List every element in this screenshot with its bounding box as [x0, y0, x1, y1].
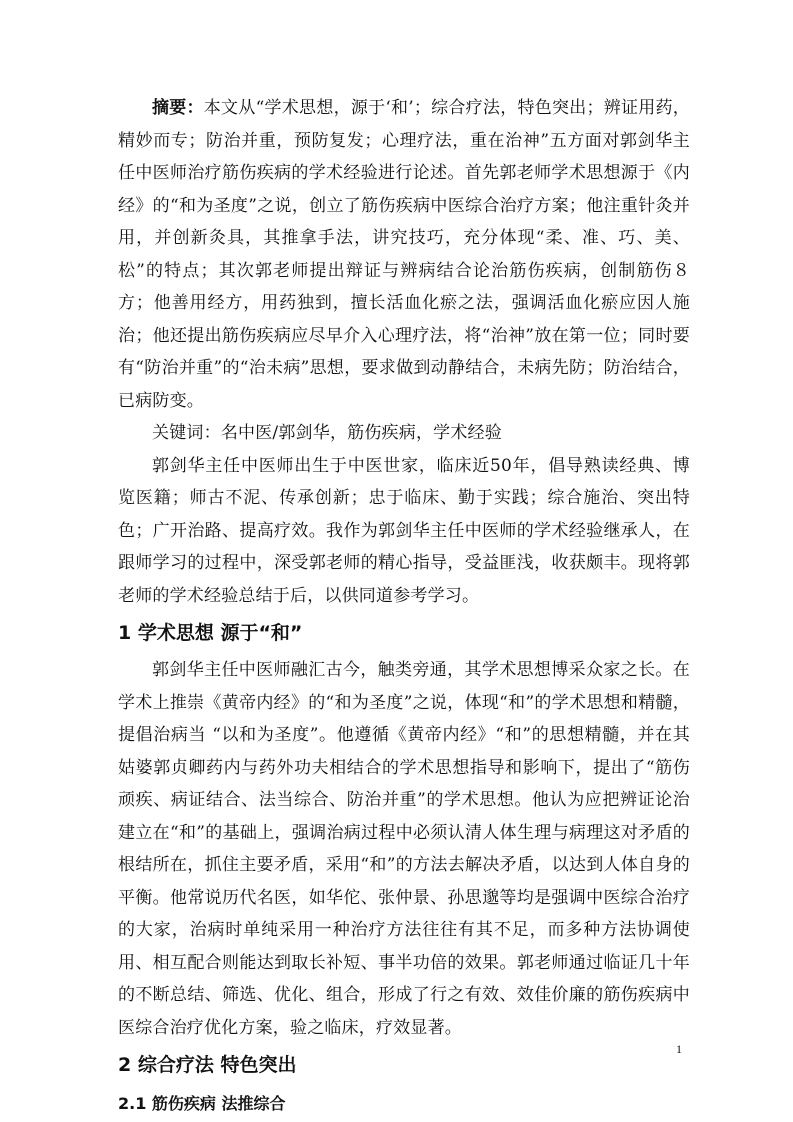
section-1-heading: 1 学术思想 源于“和”	[118, 622, 303, 644]
abstract-text: 本文从“学术思想，源于‘和’；综合疗法，特色突出；辨证用药，精妙而专；防治并重，预防复发；心理疗法，重在治神”五方面对郭剑华主任中医师治疗筋伤疾病的学术经验进行论述。首先郭老师学术思想源于《内经》的“和为圣度”之说，创立了筋伤疾病中医综合治疗方案；他注重针灸并用，并创新灸具，其推拿手法，讲究技巧，充分体现“柔、准、巧、美、松”的特点；其次郭老师提出辩证与辨病结合论治筋伤疾病，创制筋伤８方；他善用经方，用药独到，擅长活血化瘀之法，强调活血化瘀应因人施治；他还提出筋伤疾病应尽早介入心理疗法，将“治神”放在第一位；同时要有“防治并重”的“治未病”思想，要求做到动静结合，未病先防；防治结合，已病防变。	[118, 98, 691, 411]
intro-paragraph: 郭剑华主任中医师出生于中医世家，临床近50年，倡导熟读经典、博览医籍；师古不泥、传承创新；忠于临床、勤于实践；综合施治、突出特色；广开治路、提高疗效。我作为郭剑华主任中医师的学术经验继承人，在跟师学习的过程中，深受郭老师的精心指导，受益匪浅，收获颇丰。现将郭老师的学术经验总结于后，以供同道参考学习。	[118, 455, 690, 606]
keywords-paragraph	[118, 417, 690, 450]
keywords-label: 关键词：	[152, 423, 221, 443]
section-2-1-heading: 2.1 筋伤疾病 法推综合	[118, 1094, 286, 1113]
abstract-label: 摘要：	[152, 98, 204, 118]
section-2-heading: 2 综合疗法 特色突出	[118, 1054, 297, 1076]
keywords-text: 名中医/郭剑华，筋伤疾病，学术经验	[220, 423, 502, 443]
abstract-paragraph	[118, 92, 690, 417]
section-1-body: 郭剑华主任中医师融汇古今，触类旁通，其学术思想博采众家之长。在学术上推崇《黄帝内经》的“和为圣度”之说，体现“和”的学术思想和精髓，提倡治病当 “以和为圣度”。他遵循《黄帝内经》“和”的思想精髓，并在其姑婆郭贞卿药内与药外功夫相结合的学术思想指导和影响下，提出了“筋伤顽疾、病证结合、法当综合、防治并重”的学术思想。他认为应把辨证论治建立在“和”的基础上，强调治病过程中必须认清人体生理与病理这对矛盾的根结所在，抓住主要矛盾，采用“和”的方法去解决矛盾，以达到人体自身的平衡。他常说历代名医，如华佗、张仲景、孙思邈等均是强调中医综合治疗的大家，治病时单纯采用一种治疗方法往往有其不足，而多种方法协调使用、相互配合则能达到取长补短、事半功倍的效果。郭老师通过临证几十年的不断总结、筛选、优化、组合，形成了行之有效、效佳价廉的筋伤疾病中医综合治疗优化方案，验之临床，疗效显著。	[118, 660, 690, 1038]
page-number: 1	[676, 1042, 682, 1056]
document-page	[118, 92, 690, 1122]
